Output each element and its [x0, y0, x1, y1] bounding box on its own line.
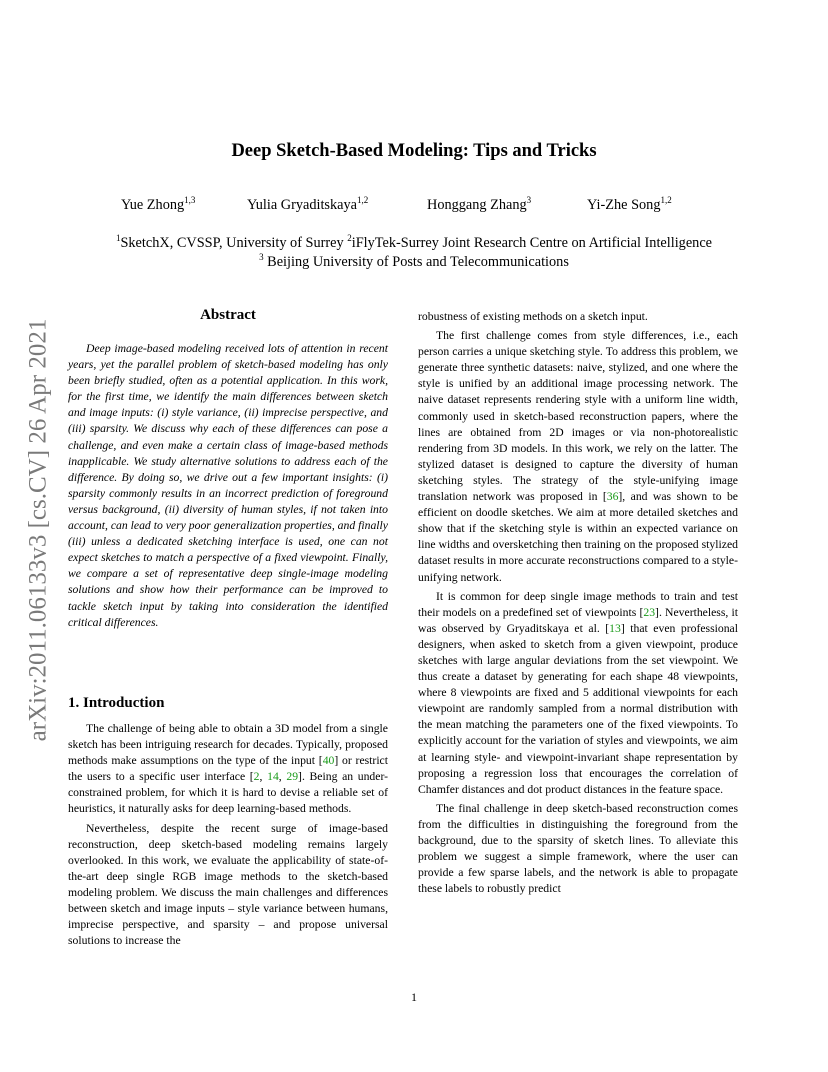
intro-paragraph-1: The challenge of being able to obtain a 3D model from a single sketch has been intriguing research for decades. Typically, proposed methods make assumptions on the type of the input [40] or restrict the users to a specific user interface [2, 14, 29]. Being an under-constrained problem, for which it is hard to devise a reliable set of heuristics, it naturally asks for deep learning-based methods.: [68, 722, 389, 816]
introduction-right-column: [418, 309, 738, 897]
affiliation-line-1: $^1$SketchX, CVSSP, University of Surrey $^2$iFlyTek-Surrey Joint Research Centre on Artificial Intelligence: [115, 233, 713, 251]
abstract-heading: Abstract: [200, 307, 256, 323]
affiliation-line-2: $^3$ Beijing University of Posts and Telecommunications: [259, 252, 569, 270]
right-paragraph-viewpoints: It is common for deep single image methods to train and test their models on a predefined set of viewpoints [23]. Nevertheless, it was observed by Gryaditskaya et al. [13] that even professional designers, when asked to sketch from a given viewpoint, produce sketches with large angular deviations from the set viewpoint. We thus create a dataset by generating for each shape 48 viewpoints, where 8 viewpoints are fixed and 5 additional viewpoints for each viewpoint are randomly sampled from a normal distribution with the mean matching the parameters one of the fixed viewpoints. To explicitly account for the variation of styles and viewpoints, we aim at learning style- and viewpoint-invariant shape representation by proposing a regression loss that encourages the correlation of Chamfer distances and dot product distances in the feature space.: [418, 589, 738, 796]
citation-link[interactable]: 29: [286, 770, 299, 784]
citation-link[interactable]: 23: [643, 605, 656, 619]
author-4: Yi-Zhe Song$^{1,2}$: [587, 195, 672, 213]
paper-title: Deep Sketch-Based Modeling: Tips and Tricks: [231, 141, 597, 161]
author-1: Yue Zhong$^{1,3}$: [121, 195, 196, 213]
arxiv-sidebar-stamp: [18, 290, 58, 770]
arxiv-identifier: arXiv:2011.06133v3 [cs.CV] 26 Apr 2021: [24, 318, 51, 742]
right-paragraph-sparsity: The final challenge in deep sketch-based reconstruction comes from the difficulties in distinguishing the foreground from the background, due to the sparsity of sketch lines. To alleviate this problem we suggest a simple framework, where the user can provide a few sparse labels, and the network is able to propagate these labels to robustly predict: [418, 801, 738, 896]
citation-link[interactable]: 14: [267, 770, 279, 784]
citation-link[interactable]: 13: [609, 621, 621, 635]
page-number: 1: [411, 990, 417, 1004]
author-2: Yulia Gryaditskaya$^{1,2}$: [247, 195, 369, 213]
author-3: Honggang Zhang$^3$: [427, 195, 532, 213]
right-paragraph-style: The first challenge comes from style differences, i.e., each person carries a unique sketching style. To address this problem, we generate three synthetic datasets: naive, stylized, and one where the style is unified by an additional image processing network. The naive dataset represents rendering style with a uniform line width, commonly used in sketch-based reconstruction papers, where the lines are obtained from 2D images or via non-photorealistic rendering from 3D models. In this work, we rely on the latter. The stylized dataset is designed to capture the diversity of human sketching styles. The strategy of the style-unifying image translation network was proposed in [36], and was shown to be efficient on doodle sketches. We aim at more detailed sketches and show that if the sketching style is within an expected variance on line widths and oversketching then training on the proposed stylized dataset results in more accurate reconstructions compared to a style-unifying network.: [418, 329, 738, 584]
section-heading-introduction: 1. Introduction: [68, 695, 165, 711]
citation-link[interactable]: 40: [322, 754, 335, 768]
abstract-body: Deep image-based modeling received lots of attention in recent years, yet the parallel problem of sketch-based modeling has only been briefly studied, often as a potential application. In this work, for the first time, we identify the main differences between sketch and image inputs: (i) style variance, (ii) imprecise perspective, and (iii) sparsity. We discuss why each of these differences can pose a challenge, and even make a certain class of image-based methods inapplicable. We study alternative solutions to address each of the difference. By doing so, we drive out a few important insights: (i) sparsity commonly results in an incorrect prediction of foreground versus background, (ii) diversity of human styles, if not taken into account, can lead to very poor generalization properties, and finally (iii) unless a dedicated sketching interface is used, one can not expect sketches to match a perspective of a fixed viewpoint. Finally, we compare a set of representative deep single-image modeling solutions and show how their performance can be improved to tackle sketch input by taking into consideration the identified critical differences.: [68, 342, 388, 629]
citation-link[interactable]: 36: [606, 490, 619, 504]
intro-paragraph-2: Nevertheless, despite the recent surge of image-based reconstruction, deep sketch-based modeling remains largely overlooked. In this work, we evaluate the applicability of state-of-the-art deep single RGB image methods to the sketch-based modeling problem. We discuss the main challenges and differences between sketch and image inputs – style variance between humans, imprecise perspective, and sparsity – and propose universal solutions to increase the: [68, 821, 388, 948]
right-paragraph-continuation: robustness of existing methods on a sketch input.: [418, 310, 648, 323]
citation-link[interactable]: 2: [253, 770, 260, 784]
introduction-left-column: [68, 721, 388, 949]
